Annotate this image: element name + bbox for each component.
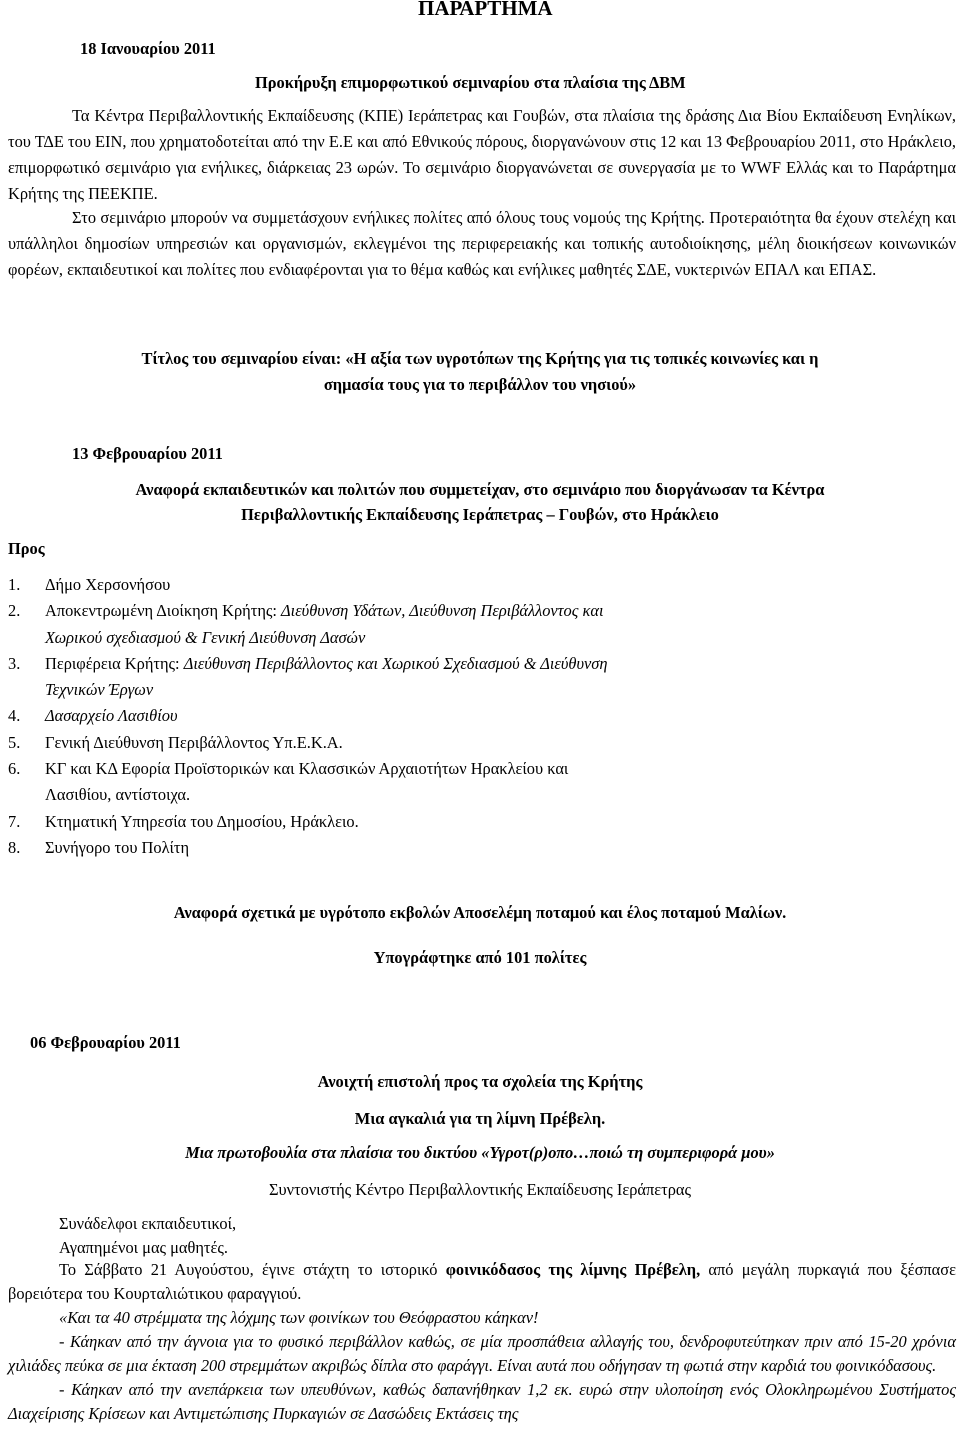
item-text: Δήμο Χερσονήσου (45, 575, 171, 594)
intro-paragraph-2: Στο σεμινάριο μπορούν να συμμετάσχουν ενήλικες πολίτες από όλους τους νομούς της Κρήτης. Προτεραιότητα θα έχουν στελέχη και υπάλληλοι δημοσίων υπηρεσιών και οργανισμών, εκλεγμένοι της περιφερειακής και τοπικής αυτοδιοίκησης, μέλη διοικήσεων κοινωνικών φορέων, εκπαιδευτικοί και πολίτες που ενδιαφέρονται για το θέμα καθώς και ενήλικες μαθητές ΣΔΕ, νυκτερινών ΕΠΑΛ και ΕΠΑΣ. (8, 208, 956, 279)
recipient-item (8, 651, 908, 704)
letter-greeting-1: Συνάδελφοι εκπαιδευτικοί, (59, 1214, 237, 1233)
item-text: Συνήγορο του Πολίτη (45, 837, 190, 857)
item-italic-text: Διεύθυνση Περιβάλλοντος και Χωρικού Σχεδιασμού & Διεύθυνση (183, 653, 608, 673)
seminar-title-line-1: Τίτλος του σεμιναρίου είναι: «Η αξία των υγροτόπων της Κρήτης για τις τοπικές κοινωνίες και η (141, 349, 819, 368)
recipient-item (8, 598, 908, 651)
item-number: 8. (8, 837, 21, 857)
date-heading-1: 18 Ιανουαρίου 2011 (80, 39, 216, 58)
item-number: 7. (8, 811, 21, 831)
letter-subtitle: Μια αγκαλιά για τη λίμνη Πρέβελη. (354, 1109, 606, 1128)
letter-initiative: Μια πρωτοβουλία στα πλαίσια του δικτύου «Υγροτ(ρ)οπο…ποιώ τη συμπεριφορά μου» (185, 1143, 775, 1162)
item-number: 1. (8, 575, 21, 594)
item-text: Γενική Διεύθυνση Περιβάλλοντος Υπ.Ε.Κ.Α. (45, 732, 343, 752)
report-title-line-2: Περιβαλλοντικής Εκπαίδευσης Ιεράπετρας – Γουβών, στο Ηράκλειο (241, 505, 719, 524)
seminar-title-line-2: σημασία τους για το περιβάλλον του νησιού» (323, 375, 637, 394)
item-number: 3. (8, 653, 21, 673)
date-heading-2: 13 Φεβρουαρίου 2011 (72, 444, 223, 463)
date-heading-3: 06 Φεβρουαρίου 2011 (30, 1033, 181, 1052)
document-title: ΠΑΡΑΡΤΗΜΑ (418, 0, 553, 20)
recipient-item (8, 572, 908, 598)
item-number: 2. (8, 601, 21, 621)
recipients-label: Προς (8, 539, 45, 558)
letter-quote-3: - Κάηκαν από την ανεπάρκεια των υπευθύνων, καθώς δαπανήθηκαν 1,2 εκ. ευρώ στην υλοποίηση ενός Ολοκληρωμένου Συστήματος Διαχείρισης Κρίσεων και Αντιμετώπισης Πυρκαγιών σε Δασώδεις Εκτάσεις της (8, 1380, 956, 1423)
item-text: Περιφέρεια Κρήτης: (45, 653, 184, 673)
announcement-title: Προκήρυξη επιμορφωτικού σεμιναρίου στα πλαίσια της ΔΒΜ (255, 73, 686, 92)
letter-quote-2: - Κάηκαν από την άγνοια για το φυσικό περιβάλλον καθώς, σε μία προσπάθεια αλλαγής του, δενδροφυτεύτηκαν πριν από 15-20 χρόνια χιλιάδες πεύκα σε μια έκταση 200 στρεμμάτων ακριβώς δίπλα στο φαράγγι. Είναι αυτά που οδήγησαν τη φωτιά στην καρδιά του φοινικόδασους. (8, 1332, 956, 1375)
item-continuation: Χωρικού σχεδιασμού & Γενική Διεύθυνση Δασών (45, 627, 366, 647)
item-continuation: Τεχνικών Έργων (45, 680, 154, 700)
item-number: 4. (8, 706, 21, 726)
recipient-item (8, 730, 908, 756)
report-title-line-1: Αναφορά εκπαιδευτικών και πολιτών που συμμετείχαν, στο σεμινάριο που διοργάνωσαν τα Κέντρα (135, 480, 825, 499)
recipient-item (8, 703, 908, 729)
item-number: 5. (8, 732, 21, 752)
intro-paragraph-1: Τα Κέντρα Περιβαλλοντικής Εκπαίδευσης (ΚΠΕ) Ιεράπετρας και Γουβών, στα πλαίσια της δράσης Δια Βίου Εκπαίδευση Ενηλίκων, του ΤΔΕ του ΕΙΝ, που χρηματοδοτείται από την Ε.Ε και από Εθνικούς πόρους, διοργανώνουν στις 12 και 13 Φεβρουαρίου 2011, στο Ηράκλειο, επιμορφωτικό σεμινάριο για ενήλικες, διάρκειας 23 ωρών. Το σεμινάριο διοργανώνεται σε συνεργασία με το WWF Ελλάς και το Παράρτημα Κρήτης της ΠΕΕΚΠΕ. (8, 106, 956, 203)
letter-body (8, 1258, 956, 1426)
signatures-count: Υπογράφτηκε από 101 πολίτες (373, 948, 587, 967)
item-italic-text: Δασαρχείο Λασιθίου (45, 706, 178, 726)
letter-greeting-2: Αγαπημένοι μας μαθητές. (59, 1238, 228, 1257)
recipient-item (8, 809, 908, 835)
recipient-item (8, 756, 908, 809)
letter-coordinator: Συντονιστής Κέντρο Περιβαλλοντικής Εκπαίδευσης Ιεράπετρας (269, 1180, 691, 1199)
letter-bold-text: φοινικόδασος της λίμνης Πρέβελη, (445, 1260, 701, 1279)
letter-text: από μεγάλη πυρκαγιά που ξέσπασε βορειότερα του Κουρταλιώτικου φαραγγιού. (8, 1260, 956, 1303)
letter-text: Το Σάββατο 21 Αυγούστου, έγινε στάχτη το ιστορικό (59, 1260, 446, 1279)
item-text: Αποκεντρωμένη Διοίκηση Κρήτης: (45, 601, 282, 621)
letter-paragraph-1 (8, 1258, 956, 1306)
item-italic-text: Διεύθυνση Υδάτων, Διεύθυνση Περιβάλλοντος και (281, 601, 604, 621)
item-number: 6. (8, 759, 21, 779)
recipient-item (8, 835, 908, 861)
item-continuation: Λασιθίου, αντίστοιχα. (45, 785, 191, 805)
letter-quote: «Και τα 40 στρέμματα της λόχμης των φοινίκων του Θεόφραστου κάηκαν! (59, 1308, 539, 1327)
report-subject: Αναφορά σχετικά με υγρότοπο εκβολών Αποσελέμη ποταμού και έλος ποταμού Μαλίων. (173, 903, 787, 922)
recipients-list (8, 572, 908, 861)
item-text: ΚΓ και ΚΔ Εφορία Προϊστορικών και Κλασσικών Αρχαιοτήτων Ηρακλείου και (45, 759, 569, 779)
item-text: Κτηματική Υπηρεσία του Δημοσίου, Ηράκλειο. (45, 811, 359, 831)
letter-title: Ανοιχτή επιστολή προς τα σχολεία της Κρήτης (317, 1072, 643, 1091)
